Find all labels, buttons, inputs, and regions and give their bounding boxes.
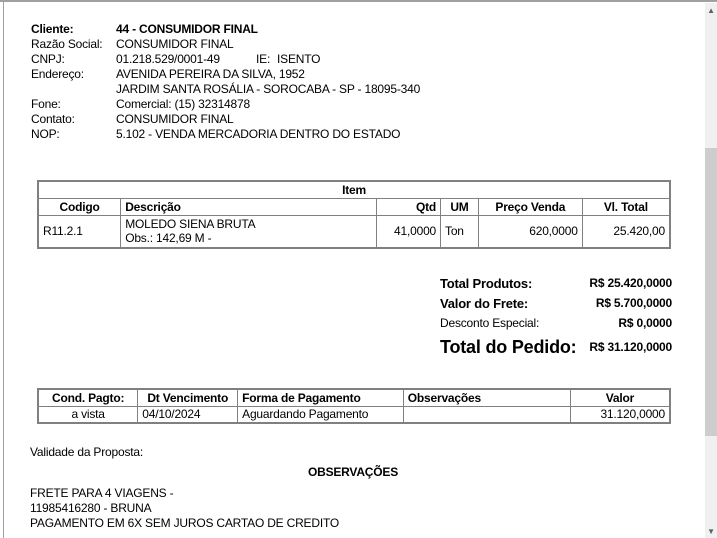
- col-venc: Dt Vencimento: [138, 389, 238, 406]
- total-pedido-label: Total do Pedido:: [440, 337, 577, 357]
- desconto-value: R$ 0,0000: [618, 316, 672, 330]
- item-total: 25.420,00: [582, 215, 670, 248]
- pay-forma: Aguardando Pagamento: [238, 406, 404, 423]
- obs-line: 11985416280 - BRUNA: [30, 501, 152, 515]
- frete-label: Valor do Frete:: [440, 296, 529, 311]
- validade-label: Validade da Proposta:: [30, 445, 143, 459]
- col-qtd: Qtd: [377, 198, 441, 215]
- col-forma: Forma de Pagamento: [238, 389, 404, 406]
- item-codigo: R11.2.1: [38, 215, 121, 248]
- razao-value: CONSUMIDOR FINAL: [116, 37, 234, 51]
- total-pedido-value: R$ 31.120,0000: [589, 340, 672, 354]
- item-qtd: 41,0000: [377, 215, 441, 248]
- obs-line: FRETE PARA 4 VIAGENS -: [30, 486, 174, 500]
- table-row: [38, 215, 670, 248]
- total-produtos-value: R$ 25.420,0000: [589, 276, 672, 290]
- col-preco: Preço Venda: [478, 198, 582, 215]
- frete-value: R$ 5.700,0000: [595, 296, 672, 310]
- item-descricao-cell: [121, 215, 377, 248]
- contato-label: Contato:: [31, 112, 75, 126]
- cnpj-label: CNPJ:: [31, 52, 65, 66]
- items-table: [37, 180, 671, 249]
- table-row: [38, 406, 670, 423]
- cliente-value: 44 - CONSUMIDOR FINAL: [116, 22, 258, 36]
- cliente-label: Cliente:: [31, 22, 74, 36]
- col-obs: Observações: [403, 389, 570, 406]
- ie-value: ISENTO: [277, 52, 321, 66]
- observacoes-title: OBSERVAÇÕES: [307, 465, 399, 479]
- col-valor: Valor: [570, 389, 670, 406]
- desconto-label: Desconto Especial:: [440, 316, 540, 330]
- col-cond: Cond. Pagto:: [38, 389, 138, 406]
- item-obs: Obs.: 142,69 M -: [125, 231, 212, 246]
- obs-line: PAGAMENTO EM 6X SEM JUROS CARTAO DE CREDITO: [30, 516, 340, 530]
- item-um: Ton: [441, 215, 479, 248]
- pay-venc: 04/10/2024: [138, 406, 238, 423]
- col-descricao: Descrição: [121, 198, 377, 215]
- fone-label: Fone:: [31, 97, 61, 111]
- pay-valor: 31.120,0000: [570, 406, 670, 423]
- razao-label: Razão Social:: [31, 37, 103, 51]
- endereco-line1: AVENIDA PEREIRA DA SILVA, 1952: [116, 67, 305, 81]
- col-codigo: Codigo: [38, 198, 121, 215]
- endereco-line2: JARDIM SANTA ROSÁLIA - SOROCABA - SP - 18095-340: [116, 82, 421, 96]
- scroll-up-arrow-icon[interactable]: ▲: [707, 6, 715, 15]
- item-preco: 620,0000: [478, 215, 582, 248]
- items-table-title: Item: [38, 181, 670, 198]
- pay-cond: a vista: [38, 406, 138, 423]
- payment-table: [37, 388, 671, 424]
- contato-value: CONSUMIDOR FINAL: [116, 112, 234, 126]
- scroll-down-arrow-icon[interactable]: ▼: [707, 527, 715, 536]
- ie-label: IE:: [256, 52, 271, 66]
- item-descricao: MOLEDO SIENA BRUTA: [125, 217, 256, 232]
- endereco-label: Endereço:: [31, 67, 84, 81]
- col-um: UM: [441, 198, 479, 215]
- cnpj-value: 01.218.529/0001-49: [116, 52, 220, 66]
- nop-label: NOP:: [31, 127, 60, 141]
- pay-obs: [403, 406, 570, 423]
- col-total: Vl. Total: [582, 198, 670, 215]
- window-border-left: [3, 0, 4, 538]
- nop-value: 5.102 - VENDA MERCADORIA DENTRO DO ESTADO: [116, 127, 401, 141]
- fone-value: Comercial: (15) 32314878: [116, 97, 250, 111]
- total-produtos-label: Total Produtos:: [440, 276, 533, 291]
- window-border-top: [0, 0, 717, 2]
- scrollbar-thumb[interactable]: [705, 148, 717, 436]
